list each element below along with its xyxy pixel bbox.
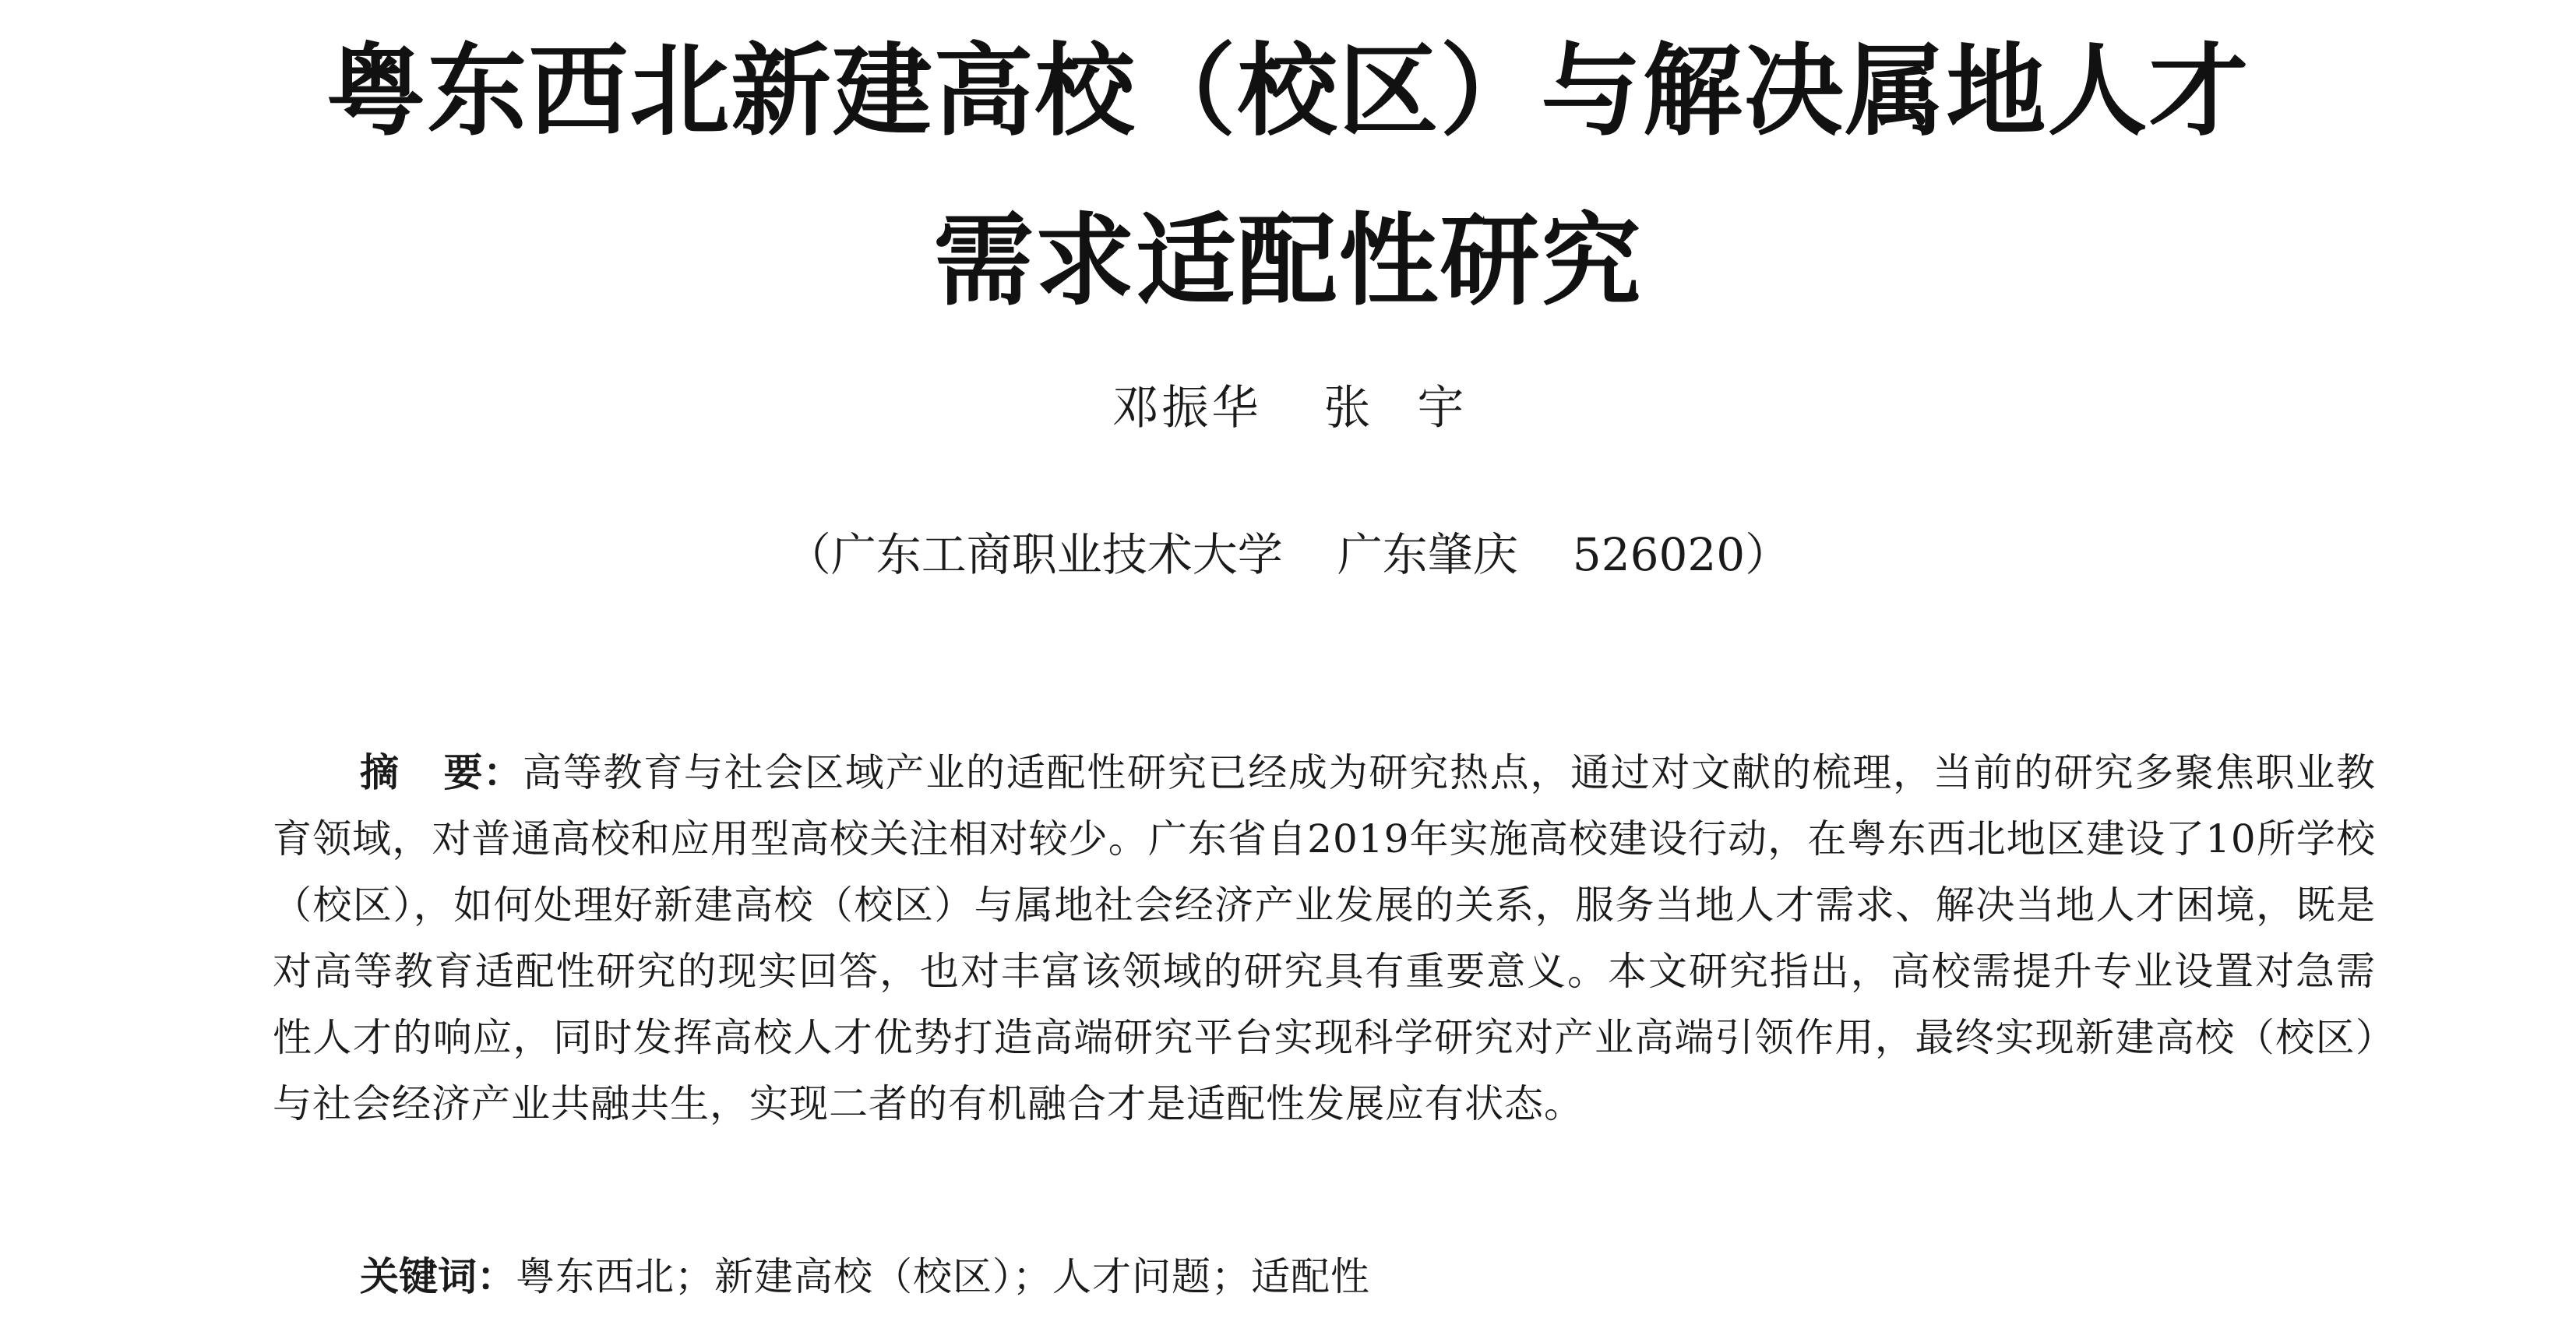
author-name: 张宇 xyxy=(1323,381,1511,435)
affiliation-org: （广东工商职业技术大学 xyxy=(785,528,1283,581)
affiliation-postcode: 526020） xyxy=(1572,528,1791,581)
paper-title-line-1: 粤东西北新建高校（校区）与解决属地人才 xyxy=(326,33,2250,150)
keywords-label: 关键词： xyxy=(360,1254,516,1299)
affiliation-city: 广东肇庆 xyxy=(1337,528,1518,581)
affiliation xyxy=(0,523,2576,586)
paper-title-line-2: 需求适配性研究 xyxy=(933,203,1643,319)
abstract-label-char: 要： xyxy=(442,750,523,795)
keywords-text: 粤东西北；新建高校（校区）；人才问题；适配性 xyxy=(516,1254,1370,1299)
abstract-text: 高等教育与社会区域产业的适配性研究已经成为研究热点，通过对文献的梳理，当前的研究多聚焦职业教育领域，对普通高校和应用型高校关注相对较少。广东省自2019年实施高校建设行动，在粤东西北地区建设了10所学校（校区），如何处理好新建高校（校区）与属地社会经济产业发展的关系，服务当地人才需求、解决当地人才困境，既是对高等教育适配性研究的现实回答，也对丰富该领域的研究具有重要意义。本文研究指出，高校需提升专业设置对急需性人才的响应，同时发挥高校人才优势打造高端研究平台实现科学研究对产业高端引领作用，最终实现新建高校（校区）与社会经济产业共融共生，实现二者的有机融合才是适配性发展应有状态。 xyxy=(273,750,2377,1126)
keywords xyxy=(360,1244,1370,1310)
author-name: 邓振华 xyxy=(1112,381,1262,435)
abstract-label xyxy=(360,750,523,795)
abstract xyxy=(273,740,2376,1137)
abstract-label-char: 摘 xyxy=(360,750,400,795)
author-list xyxy=(0,377,2576,439)
